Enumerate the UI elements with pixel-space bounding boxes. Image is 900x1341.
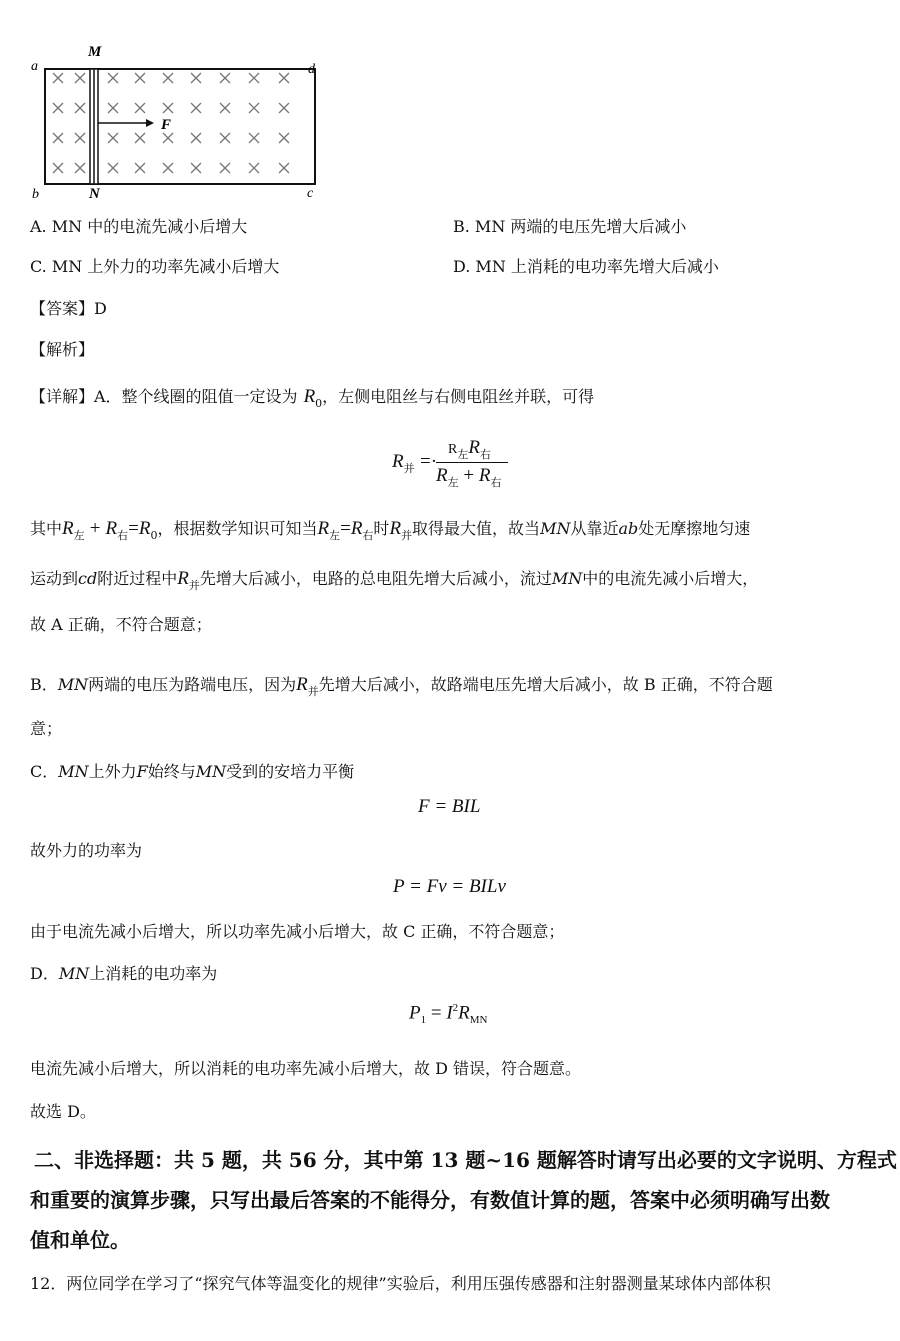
- detail-d-conclusion: 电流先减小后增大，所以消耗的电功率先减小后增大，故 D 错误，符合题意。: [30, 1059, 582, 1078]
- equation-force: F = BIL: [418, 796, 481, 817]
- detail-c-conclusion: 由于电流先减小后增大，所以功率先减小后增大，故 C 正确，不符合题意；: [30, 922, 565, 941]
- circuit-diagram: [28, 40, 328, 200]
- section-2-heading-line-3: 值和单位。: [30, 1228, 130, 1252]
- detail-line-3: 运动到cd附近过程中$R_并$先增大后减小，电路的总电阻先增大后减小，流过MN中的电流先减小后增大，: [30, 568, 759, 592]
- detail-d-line: D．MN上消耗的电功率为: [30, 964, 218, 983]
- label-f: F: [161, 117, 172, 133]
- power-intro: 故外力的功率为: [30, 841, 143, 860]
- section-2-heading-line-1: 二、非选择题：共 5 题，共 56 分，其中第 13 题~16 题解答时请写出必要的文字说明、方程式: [34, 1148, 897, 1172]
- corner-c: c: [307, 186, 314, 200]
- frame-rect: [45, 69, 315, 184]
- question-12: 12．两位同学在学习了“探究气体等温变化的规律”实验后，利用压强传感器和注射器测量某球体内部体积: [30, 1274, 771, 1293]
- option-d: D. MN 上消耗的电功率先增大后减小: [453, 257, 719, 276]
- circuit-figure: [28, 40, 328, 204]
- corner-b: b: [32, 187, 39, 200]
- option-b: B. MN 两端的电压先增大后减小: [453, 217, 687, 236]
- analysis-label: 【解析】: [30, 340, 95, 359]
- option-a: A. MN 中的电流先减小后增大: [30, 217, 248, 236]
- option-c: C. MN 上外力的功率先减小后增大: [30, 257, 280, 276]
- detail-line-4: 故 A 正确，不符合题意；: [30, 615, 212, 634]
- corner-d: d: [308, 62, 315, 77]
- detail-c-line: C．MN上外力F始终与MN受到的安培力平衡: [30, 762, 355, 781]
- detail-b-line: B．MN两端的电压为路端电压，因为$R_并$先增大后减小，故路端电压先增大后减小，故 B 正确，不符合题: [30, 674, 773, 698]
- label-n: N: [89, 186, 100, 200]
- final-choice: 故选 D。: [30, 1102, 96, 1121]
- label-m: M: [88, 44, 102, 60]
- section-2-heading-line-2: 和重要的演算步骤，只写出最后答案的不能得分，有数值计算的题，答案中必须明确写出数: [30, 1188, 830, 1212]
- detail-line-2: 其中$R_左 + R_右=R_0$，根据数学知识可知当$R_左=R_右$时$R_并$取得最大值，故当MN从靠近ab处无摩擦地匀速: [30, 518, 751, 542]
- equation-electric-power: $P_1 = I^2R_{MN}$: [409, 1002, 488, 1027]
- detail-b-line-2: 意；: [30, 719, 63, 738]
- answer: 【答案】D: [30, 299, 107, 318]
- corner-a: a: [31, 59, 38, 74]
- equation-power: P = Fv = BILv: [393, 876, 506, 897]
- detail-line-1: 【详解】A．整个线圈的阻值一定设为 $R_0$，左侧电阻丝与右侧电阻丝并联，可得: [30, 386, 595, 410]
